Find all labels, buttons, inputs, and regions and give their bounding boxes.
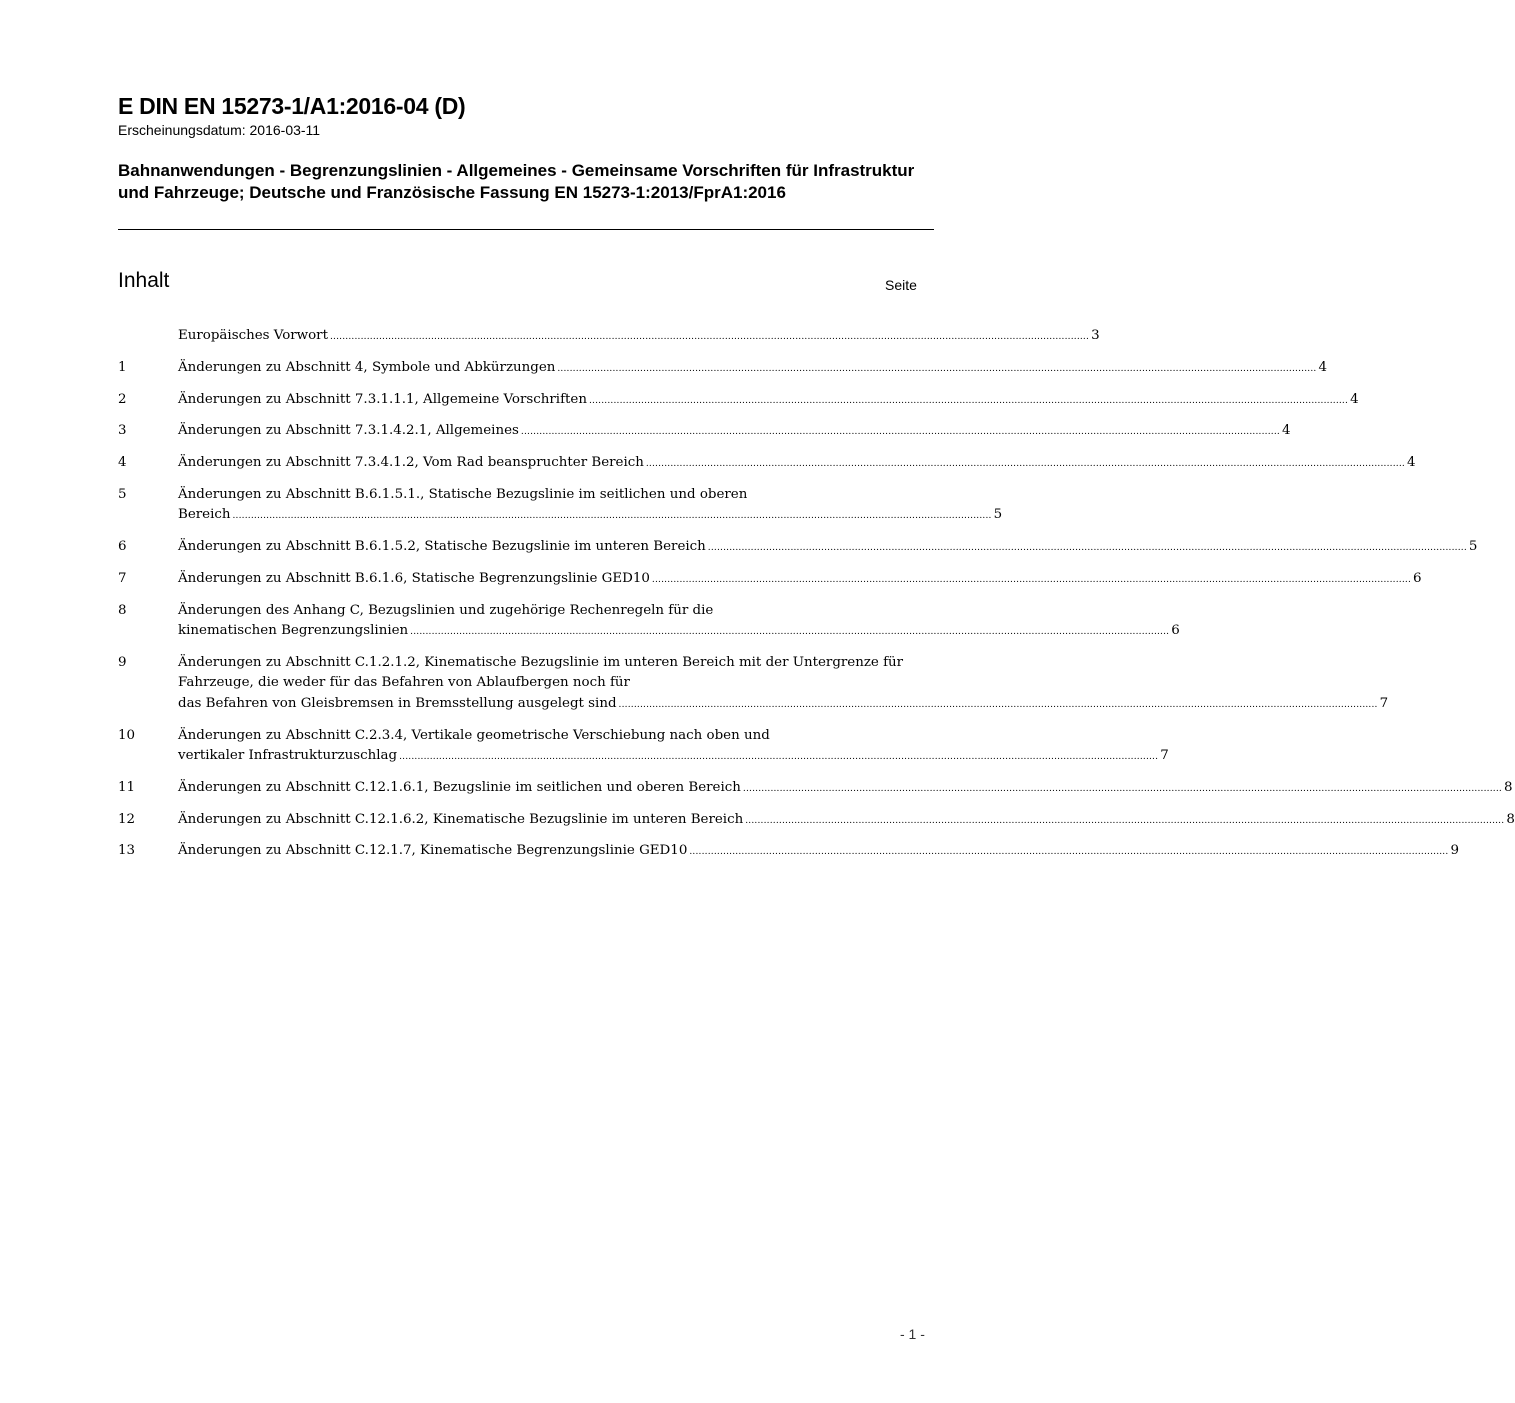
toc-dot-leader (689, 842, 1448, 862)
toc-entry-last-line (178, 810, 1515, 831)
toc-entry-page: 5 (1468, 539, 1478, 555)
toc-entry-title-lead: Änderungen zu Abschnitt C.2.3.4, Vertikale geometrische Verschiebung nach oben und (178, 727, 770, 743)
toc-dot-leader (557, 359, 1316, 379)
toc-entry-body (178, 726, 1169, 768)
toc-entry-number: 7 (118, 570, 127, 586)
page-number: - 1 - (900, 1326, 925, 1342)
toc-entry[interactable] (118, 778, 1513, 799)
toc-dot-leader (521, 422, 1280, 442)
toc-entry-page: 5 (993, 507, 1003, 523)
toc-entry[interactable] (118, 390, 1359, 411)
toc-entry[interactable] (118, 326, 1100, 347)
toc-dot-leader (619, 695, 1378, 715)
toc-entry-number: 1 (118, 359, 127, 375)
toc-entry-title: Änderungen zu Abschnitt C.12.1.7, Kinematische Begrenzungslinie GED10 (178, 843, 688, 859)
toc-entry[interactable] (118, 358, 1327, 379)
toc-entry-last-line (178, 421, 1291, 442)
toc-entry[interactable] (118, 485, 1003, 527)
toc-entry[interactable] (118, 810, 1515, 831)
toc-entry-body (178, 778, 1513, 799)
toc-entry-title: vertikaler Infrastrukturzuschlag (178, 748, 398, 763)
toc-entry-number: 9 (118, 654, 127, 670)
toc-entry-title: Änderungen zu Abschnitt B.6.1.6, Statische Begrenzungslinie GED10 (178, 570, 650, 586)
toc-entry-body (178, 601, 1180, 643)
toc-entry-title: Änderungen zu Abschnitt 7.3.1.1.1, Allgemeine Vorschriften (178, 391, 587, 407)
toc-dot-leader (589, 391, 1348, 411)
toc-entry-body (178, 358, 1327, 379)
toc-entry-title: das Befahren von Gleisbremsen in Bremsstellung ausgelegt sind (178, 695, 617, 711)
table-of-contents (118, 326, 1515, 863)
toc-entry-page: 6 (1171, 623, 1180, 639)
toc-entry[interactable] (118, 421, 1291, 442)
toc-entry[interactable] (118, 653, 1389, 715)
toc-entry-title: Änderungen zu Abschnitt 7.3.1.4.2.1, Allgemeines (178, 423, 519, 439)
toc-dot-leader (708, 538, 1467, 558)
toc-entry-number: 2 (118, 391, 127, 407)
toc-entry-body (178, 390, 1359, 411)
toc-entry-title: Europäisches Vorwort (178, 328, 328, 343)
toc-entry-body (178, 841, 1459, 862)
toc-entry-title: kinematischen Begrenzungslinien (178, 623, 409, 639)
toc-entry-last-line (178, 778, 1513, 799)
toc-entry-number (118, 326, 178, 347)
document-id: E DIN EN 15273-1/A1:2016-04 (D) (118, 93, 466, 119)
toc-entry[interactable] (118, 601, 1180, 643)
toc-dot-leader (652, 570, 1411, 590)
toc-entry-last-line (178, 569, 1422, 590)
toc-entry-page: 8 (1503, 779, 1513, 795)
toc-entry-title: Änderungen zu Abschnitt C.12.1.6.1, Bezugslinie im seitlichen und oberen Bereich (178, 779, 741, 795)
toc-entry-last-line (178, 505, 1003, 526)
toc-heading: Inhalt (118, 269, 170, 292)
toc-page-column-label: Seite (885, 277, 917, 293)
toc-entry-last-line (178, 841, 1459, 862)
toc-entry-page: 9 (1450, 843, 1459, 859)
toc-entry-number: 6 (118, 539, 127, 555)
document-title: Bahnanwendungen - Begrenzungslinien - Allgemeines - Gemeinsame Vorschriften für Infrastruktur und Fahrzeuge; Deutsche und Französische Fassung EN 15273-1:2013/FprA1:2016 (118, 161, 915, 202)
toc-entry-page: 4 (1350, 391, 1359, 407)
toc-entry[interactable] (118, 453, 1416, 474)
toc-entry-body (178, 326, 1100, 347)
toc-entry-title-lead: Änderungen des Anhang C, Bezugslinien und zugehörige Rechenregeln für die (178, 602, 714, 618)
toc-entry-last-line (178, 326, 1100, 347)
toc-entry-last-line (178, 390, 1359, 411)
toc-entry-page: 8 (1506, 811, 1515, 827)
toc-entry-number: 8 (118, 602, 127, 618)
toc-dot-leader (743, 779, 1502, 799)
toc-entry-number: 10 (118, 727, 136, 743)
title-divider (118, 229, 934, 230)
toc-dot-leader (330, 327, 1089, 347)
toc-entry-page: 7 (1379, 695, 1389, 711)
toc-entry-title: Änderungen zu Abschnitt B.6.1.5.2, Statische Bezugslinie im unteren Bereich (178, 539, 706, 555)
toc-entry-body (178, 421, 1291, 442)
toc-entry-last-line (178, 453, 1416, 474)
toc-entry[interactable] (118, 537, 1478, 558)
toc-entry-page: 4 (1318, 359, 1327, 375)
toc-entry-last-line (178, 746, 1169, 767)
toc-entry-number: 13 (118, 843, 136, 859)
toc-entry-title: Bereich (178, 507, 231, 523)
toc-dot-leader (745, 811, 1504, 831)
toc-entry-page: 4 (1281, 423, 1291, 439)
toc-dot-leader (233, 506, 992, 526)
toc-entry-number: 11 (118, 779, 136, 795)
toc-entry-number: 4 (118, 455, 127, 471)
toc-dot-leader (399, 747, 1158, 767)
toc-entry-last-line (178, 358, 1327, 379)
toc-entry-page: 7 (1160, 748, 1169, 763)
toc-entry-body (178, 653, 1389, 715)
toc-entry-body (178, 537, 1478, 558)
toc-entry-last-line (178, 621, 1180, 642)
toc-entry[interactable] (118, 726, 1169, 768)
toc-entry-body (178, 810, 1515, 831)
toc-entry-body (178, 453, 1416, 474)
toc-entry-last-line (178, 537, 1478, 558)
toc-dot-leader (410, 622, 1169, 642)
toc-entry-page: 4 (1406, 455, 1416, 471)
toc-entry-title-lead: Änderungen zu Abschnitt B.6.1.5.1., Statische Bezugslinie im seitlichen und oberen (178, 486, 748, 502)
toc-entry-title: Änderungen zu Abschnitt C.12.1.6.2, Kinematische Bezugslinie im unteren Bereich (178, 811, 744, 827)
toc-entry-body (178, 485, 1003, 527)
toc-entry-number: 5 (118, 486, 127, 502)
publication-date: Erscheinungsdatum: 2016-03-11 (118, 122, 321, 138)
toc-entry[interactable] (118, 569, 1422, 590)
toc-entry-page: 6 (1413, 570, 1422, 586)
toc-entry-title: Änderungen zu Abschnitt 4, Symbole und Abkürzungen (178, 359, 556, 375)
toc-entry-title-lead: Änderungen zu Abschnitt C.1.2.1.2, Kinematische Bezugslinie im unteren Bereich mit der Untergrenze für Fahrzeuge, die weder für das Befahren von Ablaufbergen noch für (178, 654, 904, 691)
toc-entry-number: 12 (118, 811, 136, 827)
toc-entry-title: Änderungen zu Abschnitt 7.3.4.1.2, Vom Rad beanspruchter Bereich (178, 455, 644, 471)
toc-dot-leader (646, 454, 1405, 474)
toc-entry-last-line (178, 694, 1389, 715)
toc-entry[interactable] (118, 841, 1459, 862)
toc-entry-number: 3 (118, 423, 127, 439)
toc-entry-body (178, 569, 1422, 590)
toc-entry-page: 3 (1091, 328, 1100, 343)
